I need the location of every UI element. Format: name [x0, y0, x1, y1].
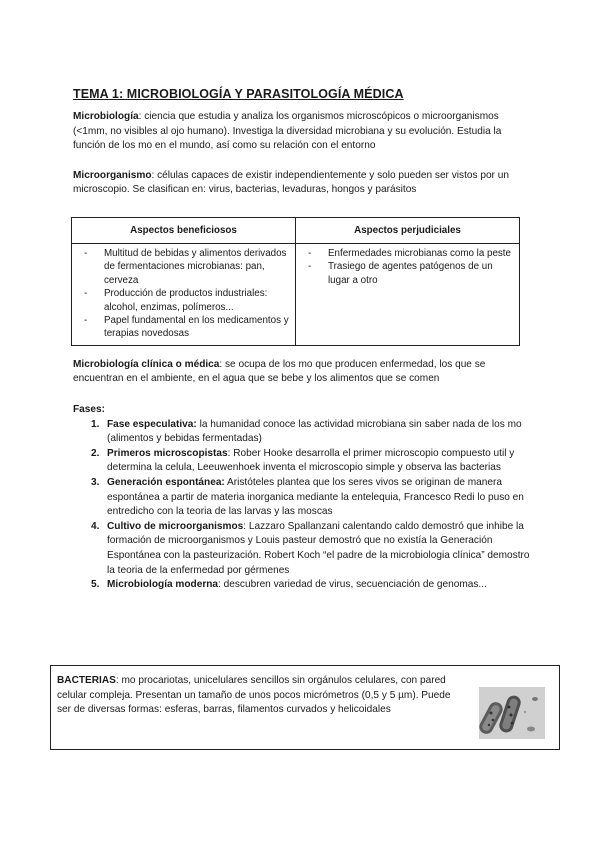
clinica-paragraph — [73, 358, 533, 387]
microorganismo-definition: : células capaces de existir independientemente y solo pueden ser vistos por un microscopio. Se clasifican en: virus, bacterias, levaduras, hongos y parásitos — [73, 169, 509, 196]
fase-text: : descubren variedad de virus, secuenciación de genomas... — [218, 579, 487, 591]
fase-term: Fase especulativa: — [107, 418, 197, 430]
bacterias-definition: : mo procariotas, unicelulares sencillos sin orgánulos celulares, con pared celular compleja. Presentan un tamaño de unos pocos micrómetros (0,5 y 5 µm). Puede ser de diversas formas: esferas, barras, filamentos curvados y helicoidales — [57, 675, 451, 716]
document-page — [73, 86, 533, 593]
clinica-definition: : se ocupa de los mo que producen enfermedad, los que se encuentran en el ambiente, en el agua que se bebe y los alimentos que se comen — [73, 358, 486, 385]
fase-number: 5. — [91, 579, 100, 591]
aspects-table-header-row — [72, 217, 520, 243]
clinica-term: Microbiología clínica o médica — [73, 358, 220, 370]
beneficiosos-header: Aspectos beneficiosos — [72, 217, 296, 243]
fase-term: Primeros microscopistas — [107, 447, 228, 459]
list-item: - Producción de productos industriales: alcohol, enzimas, polímeros... — [82, 287, 289, 314]
microbiologia-paragraph — [73, 110, 533, 154]
microbiologia-term: Microbiología — [73, 111, 139, 122]
bacteria-micrograph-image — [479, 687, 545, 739]
fase-number: 2. — [91, 447, 100, 459]
perjudiciales-header: Aspectos perjudiciales — [296, 217, 520, 243]
fase-text: : Lazzaro Spallanzani calentando caldo demostró que inhibe la formación de microorganismos y Louis pasteur demostró que no existía la Generación Espontánea con la pasteurización. Robert Koch “el padre de la microbiologia clínica” demostro la teoria de la enfermedad por gérmenes — [107, 520, 530, 576]
aspects-table — [71, 217, 520, 346]
microorganismo-paragraph — [73, 169, 533, 198]
beneficiosos-cell — [72, 243, 296, 345]
perjudiciales-cell — [296, 243, 520, 345]
fase-number: 1. — [91, 418, 100, 430]
fase-item — [91, 578, 533, 593]
microorganismo-term: Microorganismo — [73, 169, 152, 181]
fase-term: Microbiología moderna — [107, 579, 219, 591]
fase-text: : Rober Hooke desarrolla el primer microscopio compuesto util y determina la celula, Leeuwenhoek inventa el microscopio simple y observa las bacterias — [107, 447, 515, 474]
bacterias-box — [50, 665, 560, 750]
fase-term: Generación espontánea: — [107, 476, 225, 488]
microbiologia-definition: : ciencia que estudia y analiza los organismos microscópicos o microorganismos (<1mm, no visibles al ojo humano). Investiga la diversidad microbiana y su evolución. Estudia la función de los mo en el mundo, así como su relación con el entorno — [73, 111, 502, 152]
bacterias-term: BACTERIAS — [57, 675, 116, 686]
bacterias-paragraph — [57, 674, 461, 718]
fase-number: 3. — [91, 476, 100, 488]
fases-list — [73, 418, 533, 593]
perjudiciales-list — [306, 247, 513, 287]
list-item: - Papel fundamental en los medicamentos y terapias novedosas — [82, 314, 289, 341]
fases-title: Fases: — [73, 404, 105, 415]
fase-item — [91, 476, 533, 520]
fase-text: la humanidad conoce las actividad microbiana sin saber nada de los mo (alimentos y bebidas fermentadas) — [107, 418, 522, 445]
fase-item — [91, 447, 533, 476]
beneficiosos-list — [82, 247, 289, 341]
list-item: - Trasiego de agentes patógenos de un lugar a otro — [306, 260, 513, 287]
list-item: - Multitud de bebidas y alimentos derivados de fermentaciones microbianas: pan, cerveza — [82, 247, 289, 287]
aspects-table-body-row — [72, 243, 520, 345]
fase-item — [91, 418, 533, 447]
fase-item — [91, 520, 533, 578]
fase-number: 4. — [91, 520, 100, 532]
fase-text: Aristóteles plantea que los seres vivos se originan de manera espontánea a partir de materia inorganica mediante la entelequia, Francesco Redi lo puso en entredicho con la teoria de las larvas y las moscas — [107, 476, 524, 518]
list-item: - Enfermedades microbianas como la peste — [306, 247, 513, 260]
fase-term: Cultivo de microorganismos — [107, 520, 244, 532]
page-title: TEMA 1: MICROBIOLOGÍA Y PARASITOLOGÍA MÉDICA — [73, 87, 404, 101]
